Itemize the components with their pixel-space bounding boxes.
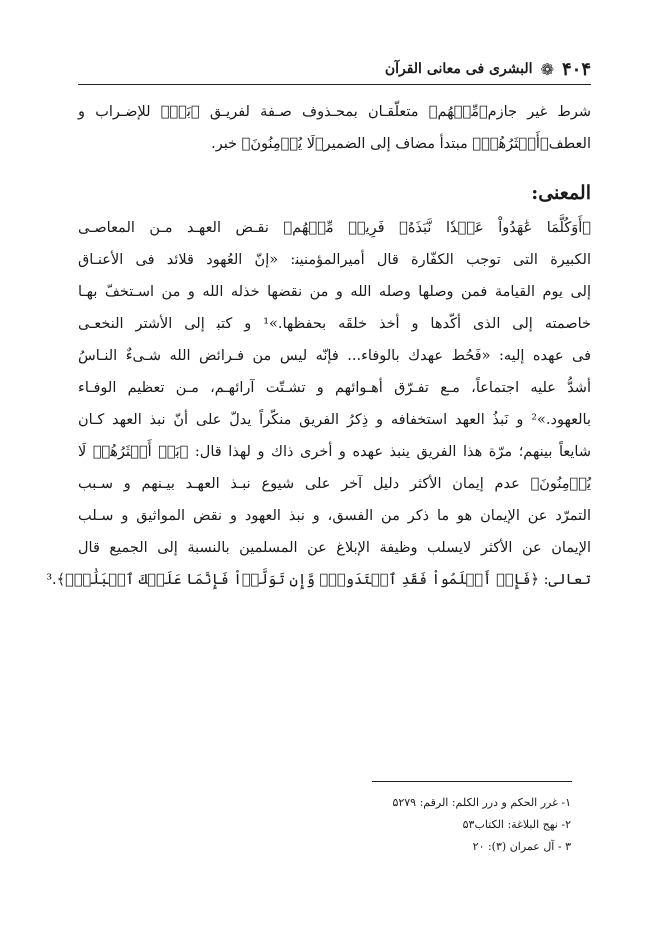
text-line: فی عهده إلیه: «فَحُط عهدك بالوفاء... فإنّه لیس من فـرائض الله شـیءٌ النـاسُ	[78, 348, 591, 364]
section-heading: المعنی:	[531, 182, 591, 204]
text-line: إلی یوم القیامة فمن وصلها وصله الله و من نقضها خذله الله و من اسـتخفّ بهـا	[78, 284, 591, 300]
flower-ornament-icon: ❁	[540, 59, 554, 79]
text-line: ﴿أَوَكُلَّمَا عَٰهَدُواْ عَهۡدٗا نَّبَذَهُۥ فَرِيقٞ مِّنۡهُم﴾ نقـض العهـد مـن المعاصـی	[78, 220, 591, 236]
text-line: بالعهود.»² و نَبذُ العهد استخفافه و ذِكرُ الفریق منكّراً یدلّ علی أنّ نبذ العهد كـان	[78, 412, 591, 428]
footnote-divider	[372, 781, 572, 782]
text-line: أشدُّ علیه اجتماعاً، مـع تفـرّق أهـوائهم و تشـتّت آرائهـم، مـن تعظیم الوفـاء	[78, 380, 591, 396]
text-line: الإیمان عن الأكثر لایسلب وظیفة الإبلاغ عن المسلمین بالنسبة إلی الجمیع قال	[78, 540, 591, 556]
footnote: ۱- غرر الحكم و درر الكلم: الرقم: ۵۲۷۹	[392, 796, 571, 809]
footnote: ۳ - آل عمران (۳): ۲۰	[472, 840, 571, 853]
page-body	[46, 96, 591, 596]
page-number: ۴۰۴	[561, 58, 591, 80]
footnotes	[271, 792, 571, 858]
text-line: يُؤۡمِنُونَ﴾ عدم إیمان الأكثر دلیل آخر علی شیوع نبـذ العهـد بیـنهم و سـبب	[78, 476, 591, 492]
text-line: شرط غیر جازم﴿مِّنۡهُم﴾ متعلّقـان بمحـذوف صـفة لفریـق ﴿بَلۡ﴾ للإضـراب و	[78, 104, 591, 120]
text-line: التمرّد عن الإیمان هو ما ذكر من الفسق، و نبذ العهود و نقض المواثیق و سـلب	[78, 508, 591, 524]
text-line: تعالی: ﴿فَإِنۡ أَسۡلَمُواْ فَقَدِ ٱهۡتَدَواْۖ وَّإِن تَوَلَّوۡاْ فَإِنَّمَا عَلَيۡكَ ٱلۡبَلَٰغُۗ﴾.³	[46, 572, 591, 588]
text-line: الكبیرة التی توجب الكفّارة قال أمیرالمؤمنین‍: «إنّ العُهود قلائد فی الأعنـاق	[78, 252, 591, 268]
footnote: ۲- نهج البلاغة: الكتاب۵۳	[462, 818, 571, 831]
book-title: البشری فی معانی القرآن	[384, 61, 533, 77]
text-line: شایعاً بینهم؛ مرّة هذا الفریق ینبذ عهده و أخری ذاك و لهذا قال: ﴿بَلۡ أَكۡثَرُهُمۡ لَا	[78, 444, 591, 460]
text-line: خاصمته إلی الذی أكّدها و أخذ خلقَه بحفظها.»¹ و كتب‍ إلی الأشتر النخعـی	[78, 316, 591, 332]
text-line: العطف﴿أَكۡثَرُهُمۡ﴾ مبتدأ مضاف إلی الضمیر﴿لَا يُؤۡمِنُونَ﴾ خبر.	[211, 136, 591, 152]
page-header	[78, 54, 591, 85]
